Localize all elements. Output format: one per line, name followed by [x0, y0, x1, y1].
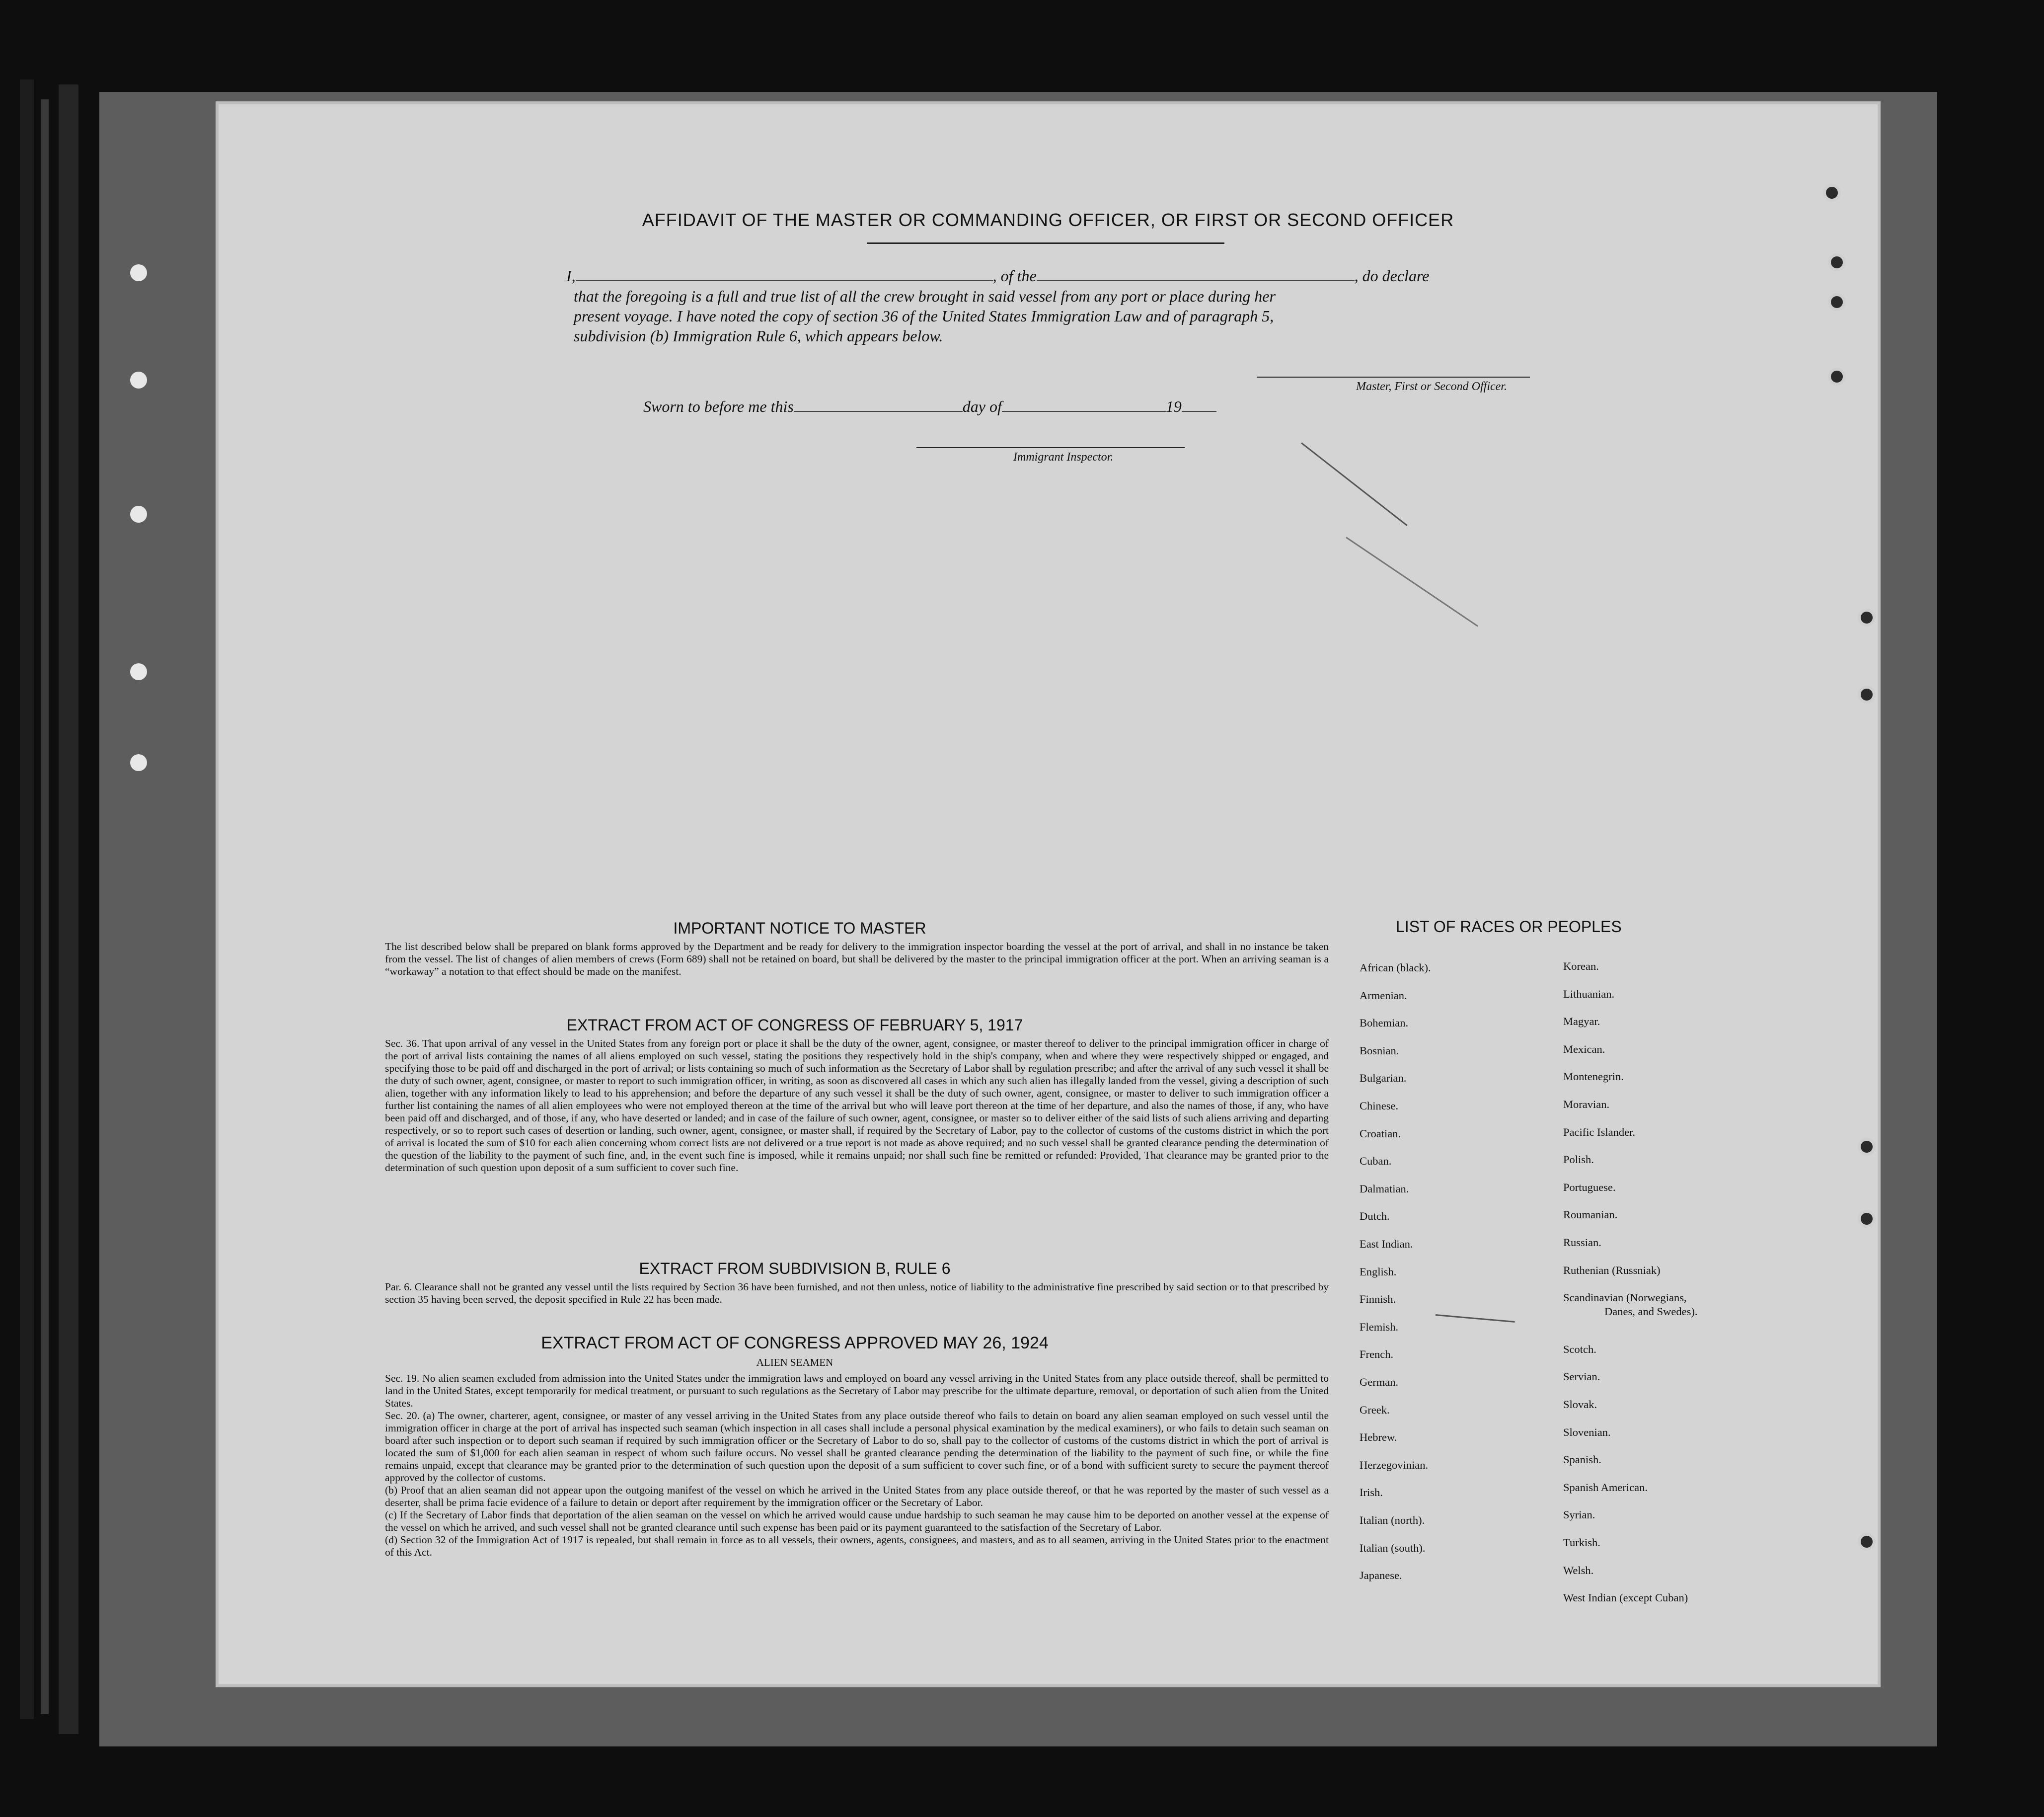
- race-item: Lithuanian.: [1563, 987, 1615, 1000]
- affidavit-line-1: I, , of the , do declare: [566, 267, 1430, 285]
- vessel-blank: [1037, 280, 1355, 281]
- punch-hole: [1858, 609, 1876, 627]
- race-item: West Indian (except Cuban): [1563, 1591, 1688, 1604]
- act-1917-text: Sec. 36. That upon arrival of any vessel in the United States from any foreign port or place it shall be the duty of the owner, agent, consignee, or master thereof to deliver to the principal immigration officer in charge of the port of arrival lists containing the names of all aliens employed on such vessel, stating the positions they respectively hold in the ship's company, when and where they were respectively shipped or engaged, and specifying those to be paid off and discharged in the port of arrival; or lists containing so much of such information as the Secretary of Labor shall by regulation prescribe; and after the arrival of any such vessel it shall be the duty of such owner, agent, consignee, or master to report to such immigration officer, in writing, as soon as discovered all cases in which any such alien has illegally landed from the vessel, giving a description of such alien, together with any information likely to lead to his apprehension; and before the departure of any such vessel it shall be the duty of such owner, agent, consignee, or master to deliver to such immigration officer a further list containing the names of all alien employees who were not employed thereon at the time of the arrival but who will leave port thereon at the time of her departure, and also the names of those, if any, who have been paid off and discharged, and of those, if any, who have deserted or landed; and in case of the failure of such owner, agent, consignee, or master so to deliver either of the said lists of such aliens arriving and departing respectively, or so to report such cases of desertion or landing, such owner, agent, consignee, or master shall, if required by the Secretary of Labor, pay to the collector of customs of the customs district in which the port of arrival is located the sum of $10 for each alien concerning whom correct lists are not delivered or a true report is not made as above required; and no such vessel shall be granted clearance pending the determination of the question of the liability to the payment of such fine, and, in the event such fine is imposed, while it remains unpaid; nor shall such fine be remitted or refunded: Provided, That clearance may be granted prior to the determination of such question upon deposit of a sum sufficient to cover such fine.: [385, 1037, 1329, 1174]
- race-item: Chinese.: [1360, 1100, 1399, 1112]
- race-item: Polish.: [1563, 1153, 1594, 1166]
- race-item: Cuban.: [1360, 1155, 1392, 1168]
- race-item: Russian.: [1563, 1236, 1601, 1249]
- race-item: Finnish.: [1360, 1293, 1396, 1306]
- notice-title: IMPORTANT NOTICE TO MASTER: [673, 919, 926, 937]
- race-item: Bosnian.: [1360, 1044, 1399, 1057]
- inspector-signature-label: Immigrant Inspector.: [1013, 451, 1114, 464]
- race-item: Spanish American.: [1563, 1481, 1648, 1494]
- race-item: Moravian.: [1563, 1098, 1610, 1110]
- race-item: Slovak.: [1563, 1398, 1597, 1411]
- race-item: Hebrew.: [1360, 1431, 1397, 1444]
- master-signature-label: Master, First or Second Officer.: [1356, 380, 1507, 393]
- title-underline: [867, 242, 1224, 244]
- race-item: Syrian.: [1563, 1508, 1595, 1521]
- race-item: English.: [1360, 1265, 1397, 1278]
- pen-mark: [1346, 537, 1478, 627]
- race-item: Dalmatian.: [1360, 1182, 1409, 1195]
- race-item: Japanese.: [1360, 1569, 1402, 1582]
- sworn-line: Sworn to before me this day of 19: [643, 397, 1216, 416]
- punch-hole: [1858, 686, 1876, 704]
- binder-hole: [130, 663, 147, 680]
- punch-hole: [1828, 253, 1846, 271]
- binder-edge: [59, 84, 78, 1734]
- rule6-text: Par. 6. Clearance shall not be granted any vessel until the lists required by Section 36 have been furnished, and not then unless, notice of liability to the administrative fine prescribed by said section or to that prescribed by section 35 having been served, the deposit specified in Rule 22 has been made.: [385, 1281, 1329, 1305]
- rule6-title: EXTRACT FROM SUBDIVISION B, RULE 6: [639, 1260, 951, 1277]
- race-item: Flemish.: [1360, 1320, 1399, 1333]
- race-item: Scotch.: [1563, 1343, 1596, 1355]
- race-item: Magyar.: [1563, 1015, 1600, 1028]
- act-1917-title: EXTRACT FROM ACT OF CONGRESS OF FEBRUARY 5, 1917: [566, 1016, 1023, 1034]
- act-1924-title: EXTRACT FROM ACT OF CONGRESS APPROVED MAY 26, 1924: [541, 1334, 1049, 1352]
- race-item: Italian (north).: [1360, 1514, 1425, 1526]
- sworn-day-blank: [794, 411, 963, 412]
- affidavit-line-2: that the foregoing is a full and true list of all the crew brought in said vessel from any port or place during her: [574, 287, 1276, 305]
- punch-hole: [1858, 1210, 1876, 1228]
- affidavit-title: AFFIDAVIT OF THE MASTER OR COMMANDING OFFICER, OR FIRST OR SECOND OFFICER: [642, 210, 1454, 230]
- sworn-year-blank: [1182, 411, 1216, 412]
- punch-hole: [1858, 1533, 1876, 1551]
- binder-edge: [20, 79, 34, 1719]
- race-item: Greek.: [1360, 1403, 1390, 1416]
- race-item: African (black).: [1360, 961, 1431, 974]
- race-item: Herzegovinian.: [1360, 1458, 1429, 1471]
- pen-mark: [1436, 1314, 1515, 1323]
- act-1924-text: Sec. 19. No alien seamen excluded from admission into the United States under the immigration laws and employed on board any vessel arriving in the United States from any place outside thereof, shall be permitted to land in the United States, except temporarily for medical treatment, or pursuant to such regulations as the Secretary of Labor may prescribe for the ultimate departure, removal, or deportation of such alien from the United States. Sec. 20. (a) The owner, charterer, agent, consignee, or master of any vessel arriving in the United States from any place outside thereof who fails to detain on board any alien seaman employed on such vessel until the immigration officer in charge at the port of arrival has inspected such seaman (which inspection in all cases shall include a personal physical examination by the medical examiners), or who fails to detain such seaman on board after such inspection or to deport such seaman if required by such immigration officer or the Secretary of Labor to do so, shall pay to the collector of customs of the customs district in which the port of arrival is located the sum of $1,000 for each alien seaman in respect of whom such failure occurs. No vessel shall be granted clearance pending the determination of the liability to the payment of such fine, or while the fine remains unpaid, except that clearance may be granted prior to the determination of such question upon the deposit of a sum sufficient to cover such fine, or of a bond with sufficient surety to secure the payment thereof approved by the collector of customs. (b) Proof that an alien seaman did not appear upon the outgoing manifest of the vessel on which he arrived in the United States from any place outside thereof, or that he was reported by the master of such vessel as a deserter, shall be prima facie evidence of a failure to detain or deport after requirement by the immigration officer or the Secretary of Labor. (c) If the Secretary of Labor finds that deportation of the alien seaman on the vessel on which he arrived would cause undue hardship to such seaman he may cause him to be deported on another vessel at the expense of the vessel on which he arrived, and such vessel shall not be granted clearance until such expense has been paid or its payment guaranteed to the satisfaction of the Secretary of Labor. (d) Section 32 of the Immigration Act of 1917 is repealed, but shall remain in force as to all vessels, their owners, agents, consignees, and masters, and as to all seamen, arriving in the United States prior to the enactment of this Act.: [385, 1372, 1329, 1558]
- name-blank: [576, 280, 993, 281]
- pen-mark: [1301, 442, 1408, 526]
- act-1924-subtitle: ALIEN SEAMEN: [756, 1356, 833, 1368]
- race-item: Montenegrin.: [1563, 1070, 1624, 1083]
- punch-hole: [1823, 184, 1841, 202]
- race-item: German.: [1360, 1376, 1399, 1388]
- punch-hole: [1828, 368, 1846, 386]
- race-item: Armenian.: [1360, 989, 1407, 1002]
- race-item: Irish.: [1360, 1486, 1383, 1499]
- punch-hole: [1858, 1138, 1876, 1156]
- race-item: Scandinavian (Norwegians,: [1563, 1291, 1687, 1304]
- race-item: Bohemian.: [1360, 1017, 1409, 1029]
- race-item: Bulgarian.: [1360, 1072, 1407, 1085]
- race-item: Turkish.: [1563, 1536, 1600, 1549]
- binder-hole: [130, 754, 147, 771]
- race-item: Danes, and Swedes).: [1604, 1305, 1698, 1318]
- binder-hole: [130, 506, 147, 523]
- race-item: Portuguese.: [1563, 1181, 1616, 1193]
- punch-hole: [1828, 293, 1846, 311]
- affidavit-line-3: present voyage. I have noted the copy of section 36 of the United States Immigration Law and of paragraph 5,: [574, 307, 1274, 325]
- races-title: LIST OF RACES OR PEOPLES: [1396, 918, 1622, 936]
- sworn-month-blank: [1002, 411, 1166, 412]
- race-item: Pacific Islander.: [1563, 1125, 1635, 1138]
- binder-hole: [130, 264, 147, 281]
- notice-text: The list described below shall be prepared on blank forms approved by the Department and be ready for delivery to the immigration inspector boarding the vessel at the port of arrival, and shall in no instance be taken from the vessel. The list of changes of alien members of crews (Form 689) shall not be retained on board, but shall be delivered by the master to the principal immigration officer at the port. When an arriving seaman is a “workaway” a notation to that effect should be made on the manifest.: [385, 941, 1329, 977]
- race-item: Korean.: [1563, 960, 1599, 972]
- race-item: Servian.: [1563, 1370, 1600, 1383]
- race-item: Roumanian.: [1563, 1208, 1618, 1221]
- affidavit-page: [219, 104, 1878, 1684]
- race-item: Ruthenian (Russniak): [1563, 1264, 1661, 1276]
- race-item: East Indian.: [1360, 1238, 1413, 1250]
- race-item: Croatian.: [1360, 1127, 1401, 1140]
- binder-hole: [130, 372, 147, 389]
- race-item: Spanish.: [1563, 1453, 1601, 1466]
- binder-edge: [41, 99, 49, 1714]
- race-item: Dutch.: [1360, 1210, 1390, 1223]
- race-item: Welsh.: [1563, 1564, 1594, 1577]
- master-signature-line: [1257, 377, 1530, 378]
- race-item: Mexican.: [1563, 1042, 1605, 1055]
- inspector-signature-line: [916, 447, 1185, 448]
- race-item: Slovenian.: [1563, 1425, 1611, 1438]
- race-item: French.: [1360, 1348, 1394, 1361]
- race-item: Italian (south).: [1360, 1541, 1426, 1554]
- affidavit-line-4: subdivision (b) Immigration Rule 6, which appears below.: [574, 327, 943, 345]
